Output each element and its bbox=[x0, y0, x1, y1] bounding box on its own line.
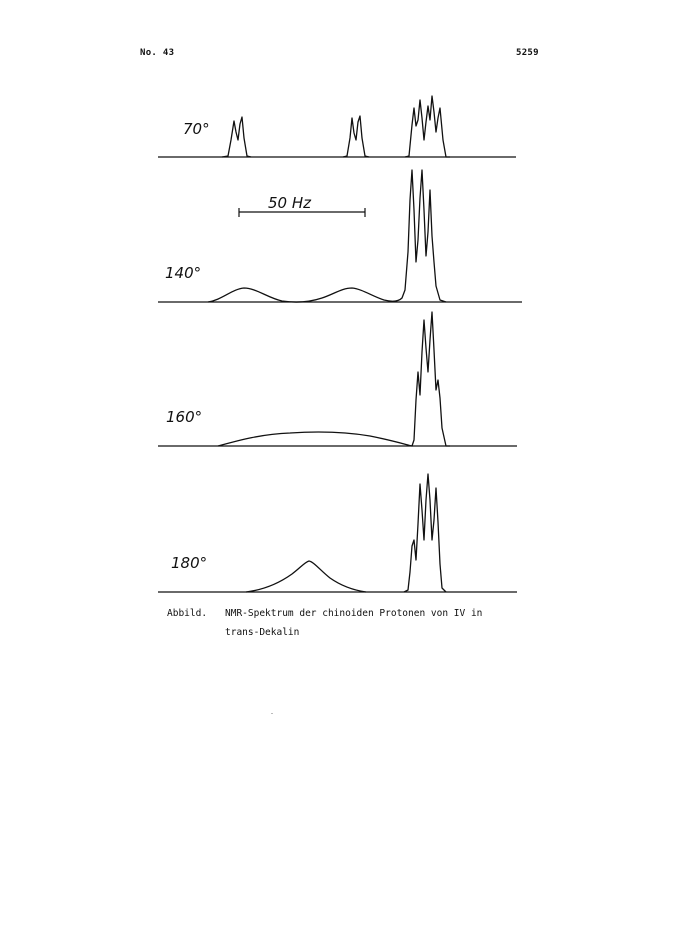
page-number: 5259 bbox=[516, 48, 539, 58]
temperature-label: 140° bbox=[165, 264, 202, 282]
scan-speck bbox=[271, 713, 273, 714]
caption-label: Abbild. bbox=[167, 608, 208, 619]
spectrum-trace bbox=[208, 170, 446, 302]
temperature-label: 70° bbox=[183, 120, 210, 138]
journal-number: No. 43 bbox=[140, 48, 175, 58]
temperature-label: 180° bbox=[171, 554, 208, 572]
spectrum-70 bbox=[158, 96, 516, 157]
spectrum-trace bbox=[218, 312, 450, 446]
spectrum-trace bbox=[222, 96, 450, 157]
spectrum-trace bbox=[246, 474, 446, 592]
spectrum-160 bbox=[158, 312, 517, 446]
spectrum-180 bbox=[158, 474, 517, 592]
scale-bar-label: 50 Hz bbox=[268, 194, 312, 212]
temperature-label: 160° bbox=[166, 408, 203, 426]
spectrum-140 bbox=[158, 170, 522, 302]
caption-text: NMR-Spektrum der chinoiden Protonen von IV in trans-Dekalin bbox=[225, 608, 483, 638]
scale-bar bbox=[239, 194, 365, 217]
